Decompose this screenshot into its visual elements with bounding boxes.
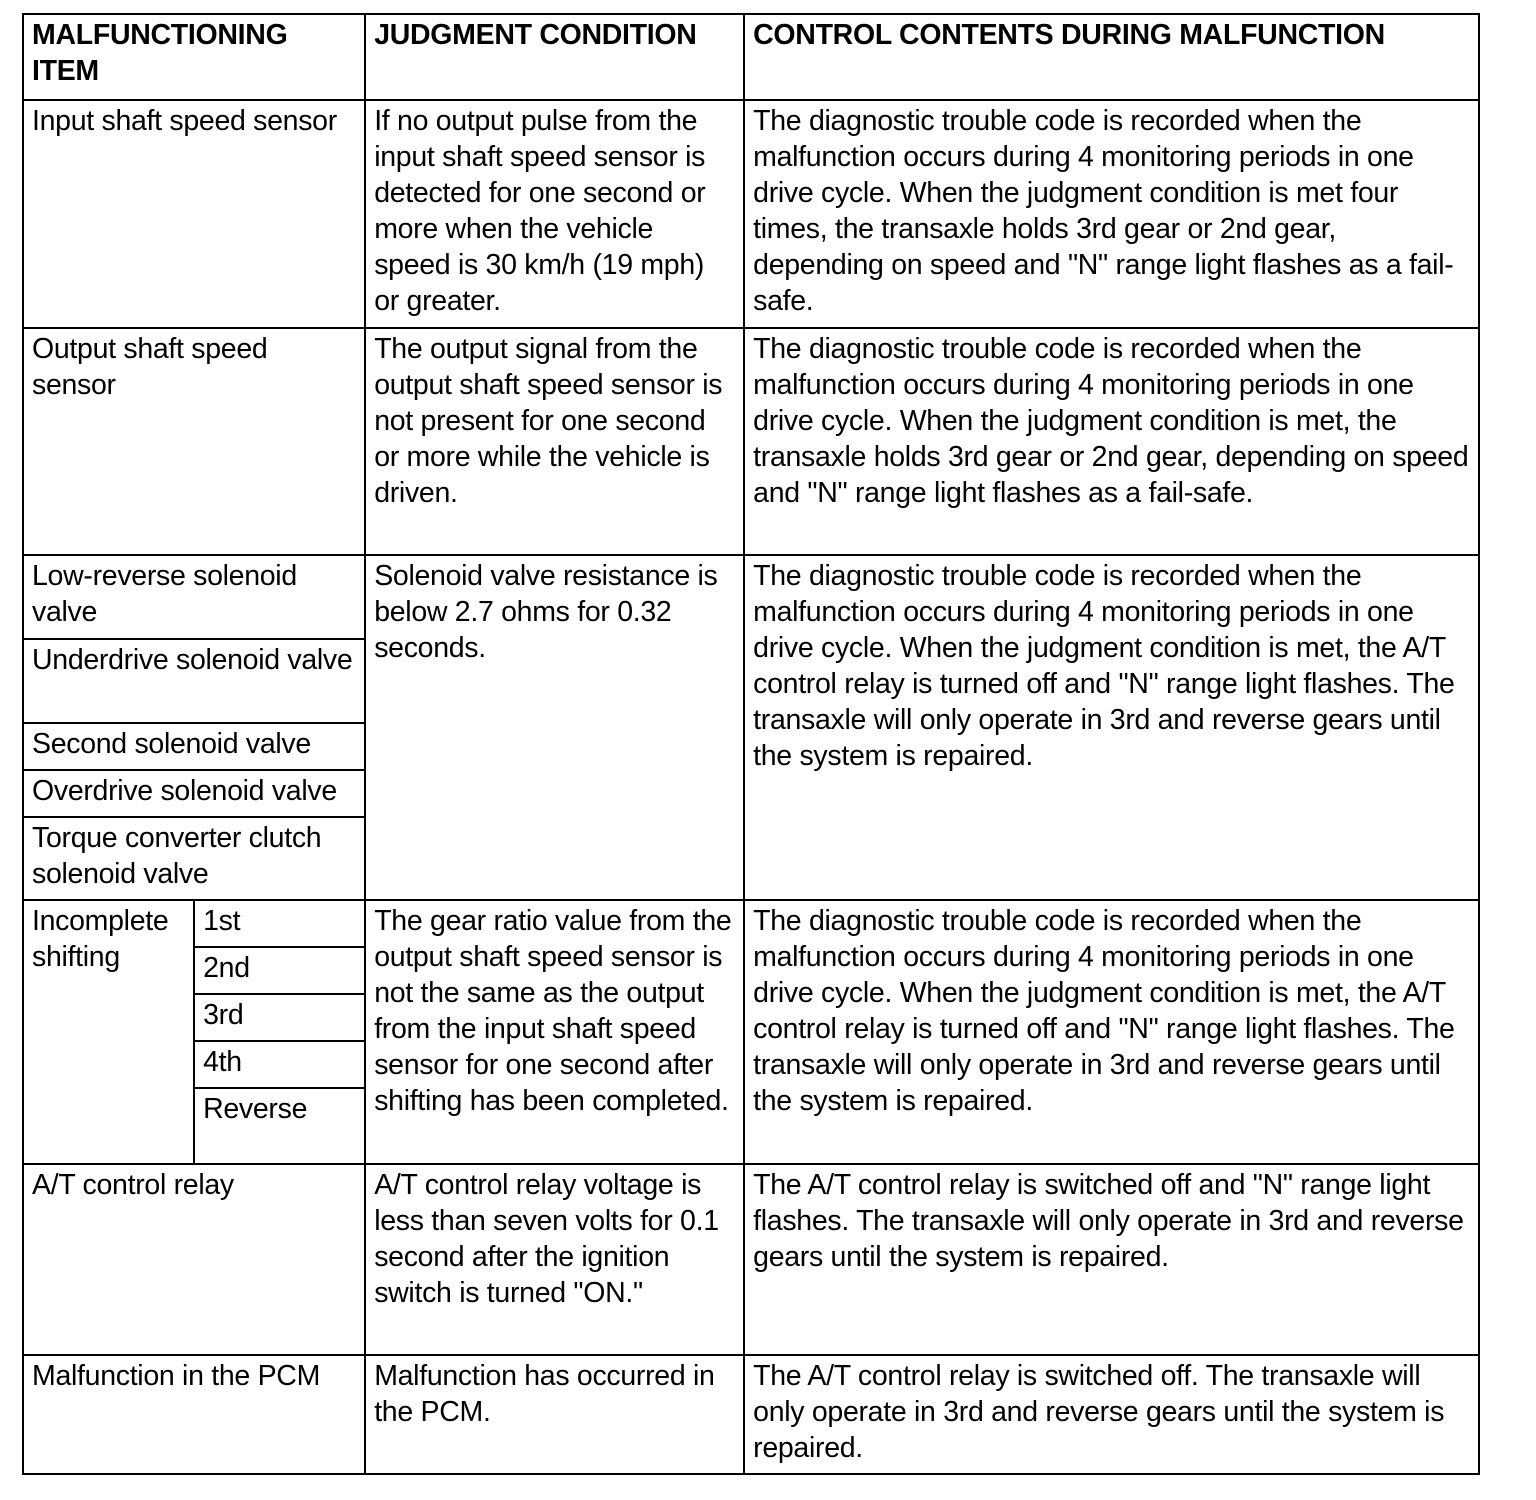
cell-judgment: Malfunction has occurred in the PCM. (365, 1355, 744, 1474)
cell-judgment: The gear ratio value from the output shaft speed sensor is not the same as the output from the input shaft speed sensor for one second after shifting has been completed. (365, 900, 744, 1164)
cell-judgment: If no output pulse from the input shaft speed sensor is detected for one second or more when the vehicle speed is 30 km/h (19 mph) or greater. (365, 100, 744, 328)
cell-judgment: The output signal from the output shaft speed sensor is not present for one second or more while the vehicle is driven. (365, 328, 744, 555)
cell-item: Malfunction in the PCM (23, 1355, 365, 1474)
cell-item: Incomplete shifting (23, 900, 194, 1164)
table-row (23, 900, 1479, 947)
header-row (23, 14, 1479, 100)
cell-control: The A/T control relay is switched off. The transaxle will only operate in 3rd and reverse gears until the system is repaired. (744, 1355, 1479, 1474)
cell-item: Input shaft speed sensor (23, 100, 365, 328)
cell-gear: 2nd (194, 947, 365, 994)
cell-item: A/T control relay (23, 1164, 365, 1355)
cell-judgment: Solenoid valve resistance is below 2.7 ohms for 0.32 seconds. (365, 555, 744, 900)
table-row (23, 100, 1479, 328)
table-row (23, 328, 1479, 555)
cell-gear: 4th (194, 1041, 365, 1088)
table-row (23, 1355, 1479, 1474)
cell-judgment: A/T control relay voltage is less than seven volts for 0.1 second after the ignition switch is turned "ON." (365, 1164, 744, 1355)
cell-gear: 1st (194, 900, 365, 947)
cell-item: Low-reverse solenoid valve (23, 555, 365, 639)
cell-gear: Reverse (194, 1088, 365, 1164)
cell-control: The A/T control relay is switched off and "N" range light flashes. The transaxle will only operate in 3rd and reverse gears until the system is repaired. (744, 1164, 1479, 1355)
table-row (23, 555, 1479, 639)
cell-gear: 3rd (194, 994, 365, 1041)
malfunction-table (22, 13, 1480, 1475)
cell-control: The diagnostic trouble code is recorded when the malfunction occurs during 4 monitoring periods in one drive cycle. When the judgment condition is met, the A/T control relay is turned off and "N" range light flashes. The transaxle will only operate in 3rd and reverse gears until the system is repaired. (744, 900, 1479, 1164)
header-control-contents: CONTROL CONTENTS DURING MALFUNCTION (744, 14, 1479, 100)
cell-item: Underdrive solenoid valve (23, 639, 365, 723)
table-row (23, 1164, 1479, 1355)
header-judgment-condition: JUDGMENT CONDITION (365, 14, 744, 100)
cell-item: Second solenoid valve (23, 723, 365, 770)
cell-item: Torque converter clutch solenoid valve (23, 817, 365, 900)
cell-control: The diagnostic trouble code is recorded when the malfunction occurs during 4 monitoring periods in one drive cycle. When the judgment condition is met, the transaxle holds 3rd gear or 2nd gear, depending on speed and "N" range light flashes as a fail-safe. (744, 328, 1479, 555)
cell-control: The diagnostic trouble code is recorded when the malfunction occurs during 4 monitoring periods in one drive cycle. When the judgment condition is met four times, the transaxle holds 3rd gear or 2nd gear, depending on speed and "N" range light flashes as a fail-safe. (744, 100, 1479, 328)
cell-item: Output shaft speed sensor (23, 328, 365, 555)
cell-item: Overdrive solenoid valve (23, 770, 365, 817)
header-malfunctioning-item: MALFUNCTIONING ITEM (23, 14, 365, 100)
cell-control: The diagnostic trouble code is recorded when the malfunction occurs during 4 monitoring periods in one drive cycle. When the judgment condition is met, the A/T control relay is turned off and "N" range light flashes. The transaxle will only operate in 3rd and reverse gears until the system is repaired. (744, 555, 1479, 900)
